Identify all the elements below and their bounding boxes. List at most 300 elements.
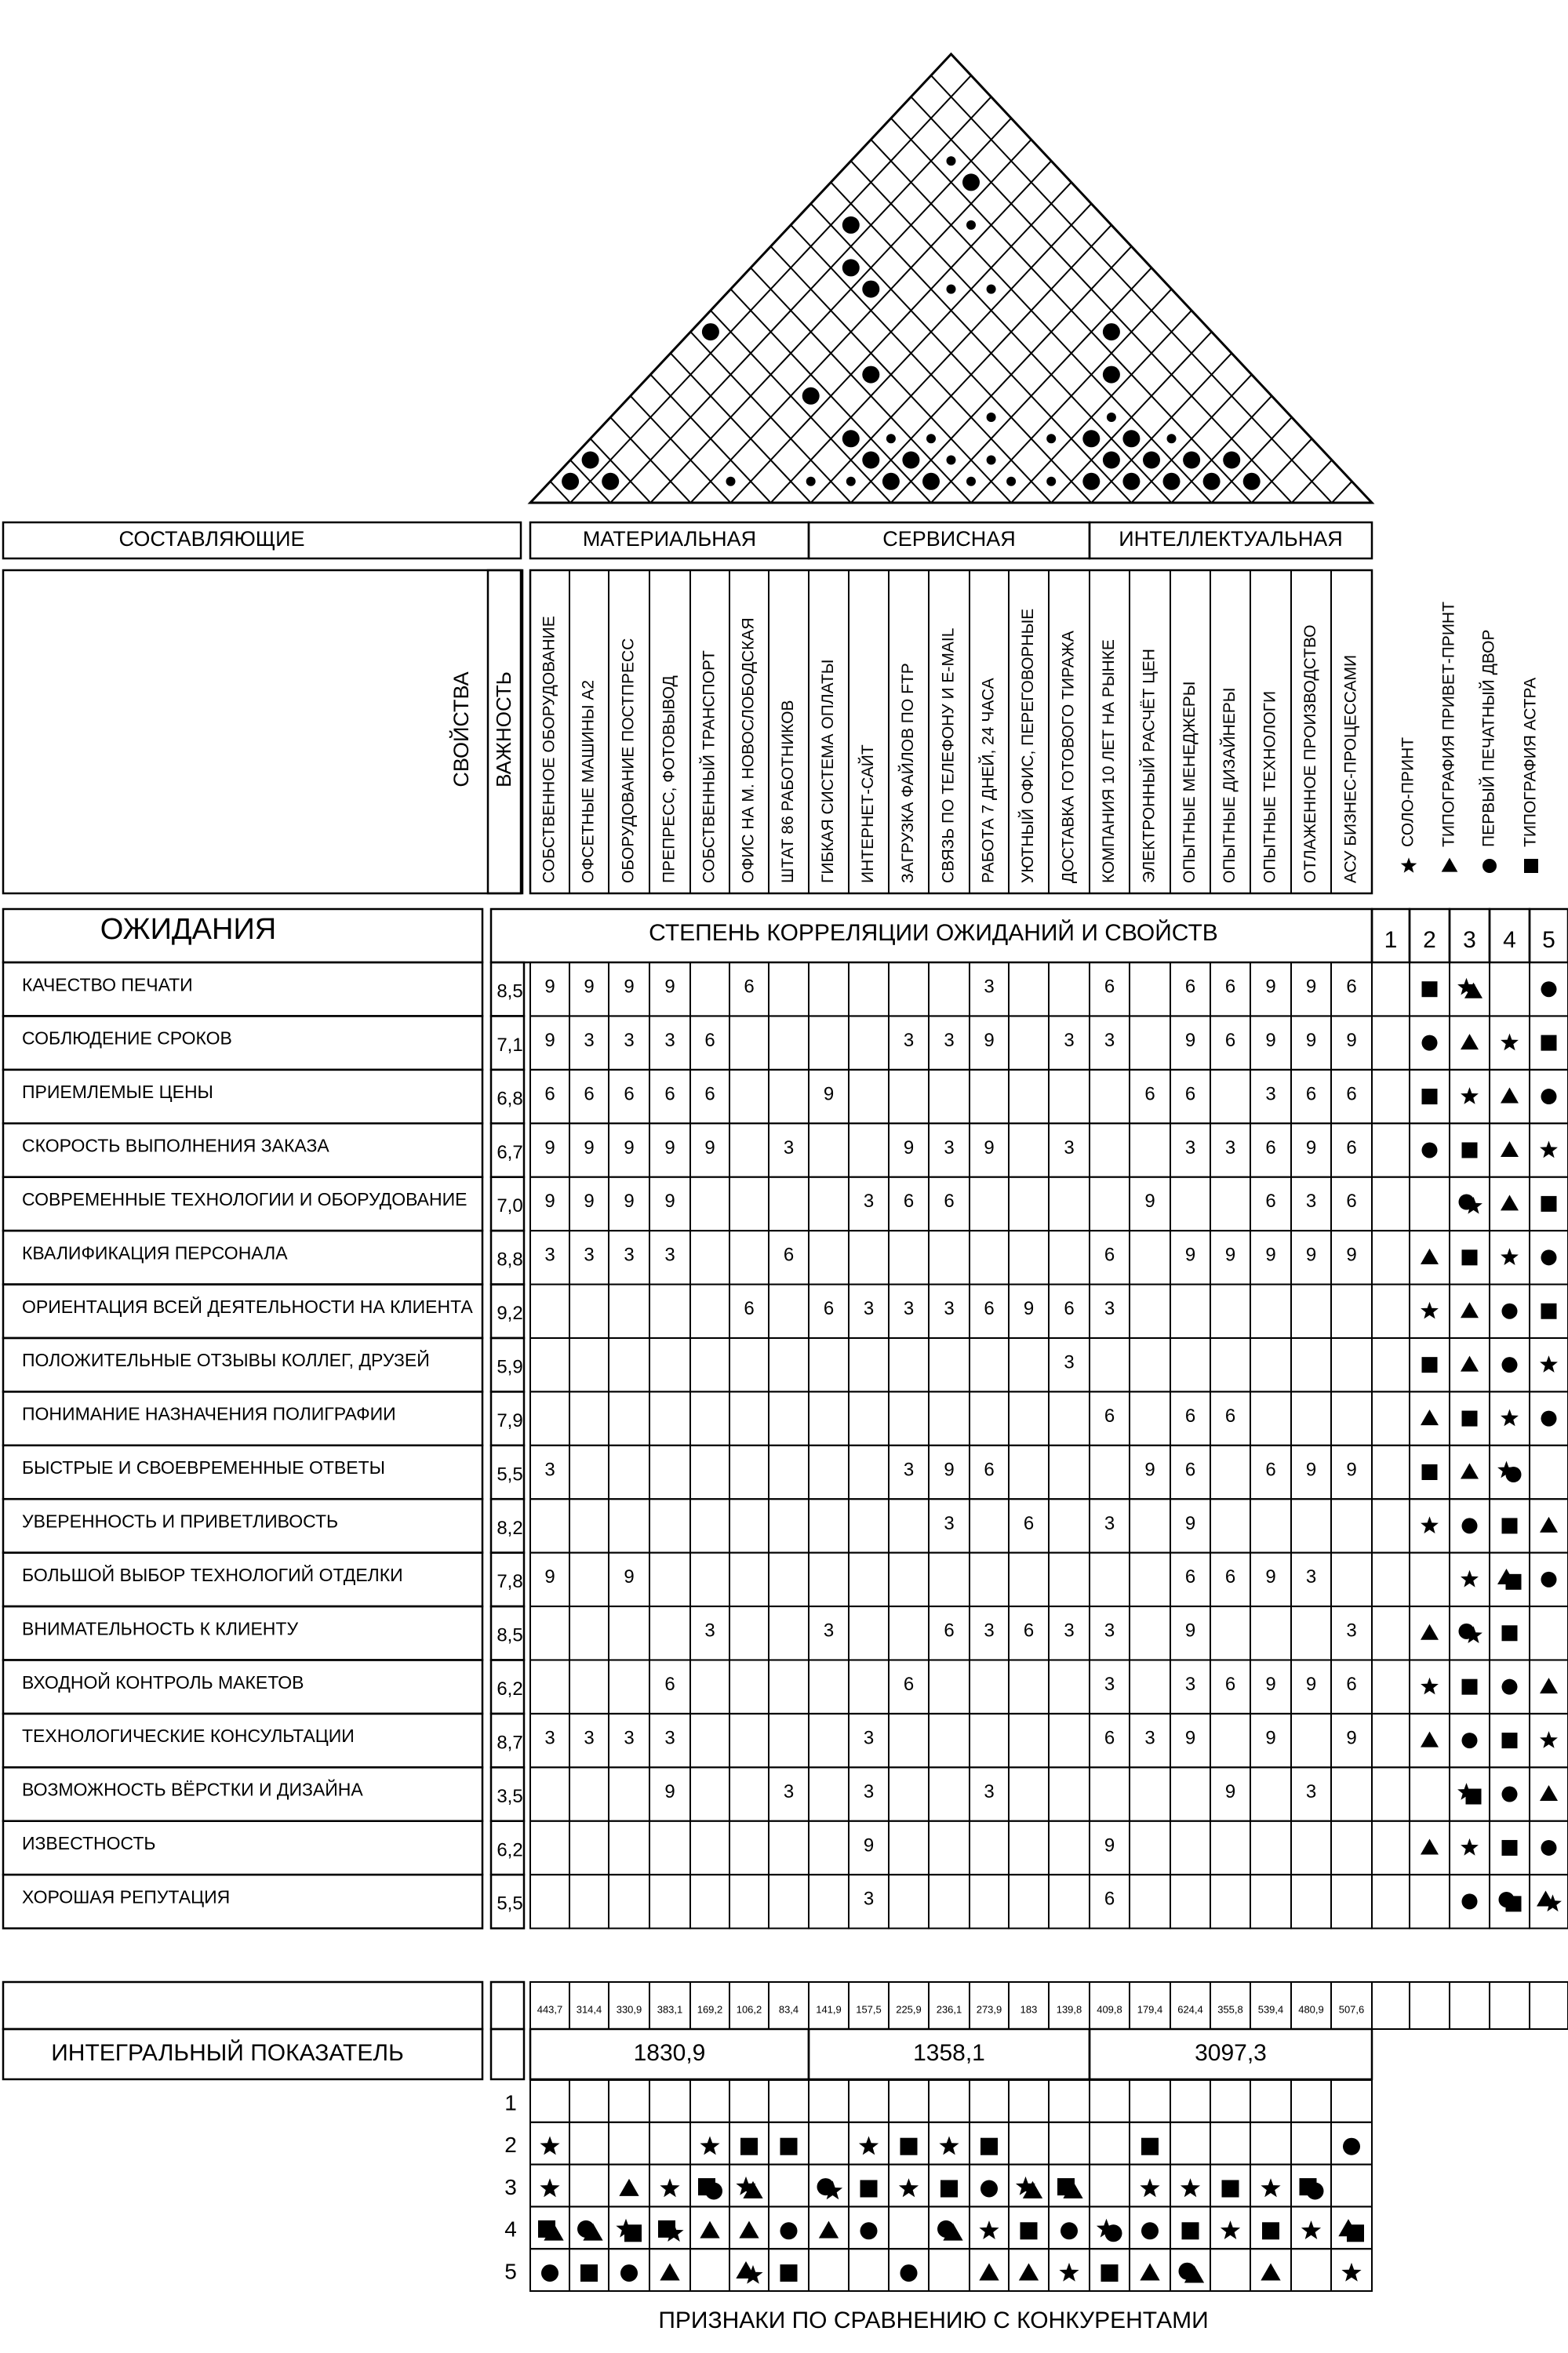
roof-correlation-dot (1103, 366, 1120, 384)
weight-value: 169,2 (697, 2003, 723, 2016)
roof-correlation-dot (862, 366, 879, 384)
correlation-cell (889, 1875, 929, 1928)
circle-comparison-icon (620, 2264, 638, 2282)
correlation-cell (769, 1714, 809, 1767)
property-label-16: ОПЫТНЫЕ МЕНЕДЖЕРЫ (1181, 681, 1199, 883)
comparison-cell (1009, 2122, 1049, 2165)
correlation-cell (729, 1767, 769, 1820)
correlation-value: 3 (584, 1727, 595, 1749)
roof-correlation-dot (602, 473, 619, 490)
correlation-cell (690, 1714, 729, 1767)
square-rating-icon (1462, 1411, 1478, 1427)
importance-value: 5,5 (497, 1893, 523, 1915)
correlation-value: 6 (823, 1298, 835, 1320)
correlation-cell (1331, 1338, 1372, 1391)
star-rating-icon (1540, 1355, 1558, 1373)
correlation-value: 6 (744, 1298, 755, 1320)
rating-cell (1372, 1821, 1410, 1875)
comparison-cell (1049, 2080, 1090, 2122)
rating-header-5: 5 (1542, 926, 1555, 953)
correlation-cell (609, 1660, 649, 1713)
correlation-cell (1331, 1767, 1372, 1820)
correlation-cell (649, 1338, 690, 1391)
property-label-3: ПРЕПРЕСС, ФОТОВЫВОД (660, 675, 678, 883)
correlation-cell (849, 1391, 889, 1445)
correlation-cell (1009, 1875, 1049, 1928)
correlation-cell (609, 1285, 649, 1338)
correlation-value: 3 (863, 1298, 875, 1320)
correlation-value: 9 (1184, 1029, 1196, 1051)
correlation-cell (1009, 1123, 1049, 1176)
expectation-label: БЫСТРЫЕ И СВОЕВРЕМЕННЫЕ ОТВЕТЫ (22, 1457, 385, 1478)
correlation-cell (1049, 1767, 1090, 1820)
roof-correlation-dot (1223, 452, 1240, 469)
correlation-value: 6 (944, 1620, 955, 1642)
rating-cell (1410, 1553, 1450, 1606)
weight-value: 409,8 (1097, 2003, 1122, 2016)
square-comparison-icon (860, 2180, 878, 2198)
correlation-value: 6 (1104, 1405, 1115, 1427)
roof-correlation-dot (1103, 452, 1120, 469)
roof-correlation-dot (1046, 434, 1056, 443)
correlation-value: 6 (704, 1083, 715, 1105)
circle-rating-icon (1502, 1304, 1518, 1319)
correlation-value: 9 (984, 1029, 995, 1051)
triangle-rating-icon (1421, 1249, 1439, 1264)
correlation-value: 6 (1104, 1244, 1115, 1266)
correlation-value: 6 (1104, 976, 1115, 998)
triangle-rating-icon (1421, 1838, 1439, 1854)
correlation-cell (1250, 1285, 1291, 1338)
weight-value: 236,1 (936, 2003, 962, 2016)
triangle-rating-icon (1461, 1464, 1479, 1479)
roof-grid-line (911, 96, 1291, 503)
correlation-cell (929, 1660, 970, 1713)
circle-comparison-icon (541, 2264, 558, 2282)
correlation-cell (1130, 1123, 1170, 1176)
correlation-cell (690, 1446, 729, 1499)
triangle-rating-icon (1461, 1302, 1479, 1318)
star-comparison-icon (700, 2137, 719, 2155)
square-comparison-icon (940, 2180, 958, 2198)
star-comparison-icon (979, 2220, 999, 2239)
roof-correlation-dot (882, 473, 900, 490)
property-label-13: ДОСТАВКА ГОТОВОГО ТИРАЖА (1059, 631, 1078, 883)
correlation-cell (1009, 1070, 1049, 1123)
comparison-rank-4: 4 (504, 2217, 517, 2242)
triangle-comparison-icon (1140, 2263, 1159, 2280)
correlation-value: 3 (1104, 1620, 1115, 1642)
expectation-label: ТЕХНОЛОГИЧЕСКИЕ КОНСУЛЬТАЦИИ (22, 1726, 355, 1747)
roof-correlation-dot (1243, 473, 1261, 490)
correlation-cell (849, 1338, 889, 1391)
square-rating-icon (1502, 1840, 1518, 1856)
correlation-value: 9 (1265, 976, 1276, 998)
correlation-cell (849, 1553, 889, 1606)
correlation-cell (970, 1821, 1009, 1875)
weights-rating-cell (1490, 1982, 1530, 2029)
square-rating-icon (1541, 1304, 1557, 1319)
correlation-cell (1130, 1767, 1170, 1820)
property-label-14: КОМПАНИЯ 10 ЛЕТ НА РЫНКЕ (1100, 639, 1119, 883)
correlation-cell (609, 1875, 649, 1928)
correlation-cell (690, 1660, 729, 1713)
correlation-cell (970, 1231, 1009, 1284)
correlation-cell (1210, 1821, 1250, 1875)
correlation-value: 9 (584, 976, 595, 998)
correlation-cell (929, 1231, 970, 1284)
weights-empty-cell (3, 1982, 482, 2029)
correlation-value: 3 (584, 1029, 595, 1051)
circle-rating-icon (1422, 1035, 1438, 1051)
property-label-8: ИНТЕРНЕТ-САЙТ (859, 744, 878, 883)
correlation-cell (729, 1177, 769, 1231)
correlation-cell (889, 1070, 929, 1123)
correlation-value: 6 (1144, 1083, 1155, 1105)
rating-cell (1372, 1070, 1410, 1123)
correlation-value: 6 (783, 1244, 795, 1266)
legend-label-0: СОЛО-ПРИНТ (1399, 736, 1417, 847)
correlation-value: 3 (1184, 1136, 1196, 1158)
rating-cell (1372, 1231, 1410, 1284)
correlation-cell (1170, 1285, 1210, 1338)
correlation-value: 9 (1184, 1512, 1196, 1534)
square-rating-icon (1506, 1574, 1522, 1590)
comparison-cell (690, 2249, 729, 2291)
square-comparison-icon (624, 2224, 642, 2242)
correlation-cell (1130, 962, 1170, 1016)
correlation-value: 6 (1184, 976, 1196, 998)
correlation-cell (849, 962, 889, 1016)
star-comparison-icon (1059, 2263, 1079, 2282)
correlation-cell (889, 1767, 929, 1820)
triangle-rating-icon (1461, 1034, 1479, 1049)
weight-value: 624,4 (1177, 2003, 1203, 2016)
roof-correlation-dot (922, 473, 940, 490)
weight-value: 183 (1020, 2003, 1038, 2016)
comparison-cell (569, 2122, 609, 2165)
weight-value: 83,4 (778, 2003, 799, 2016)
properties-empty-box (3, 570, 521, 893)
rating-cell (1372, 1660, 1410, 1713)
correlation-cell (690, 1499, 729, 1552)
comparison-cell (1291, 2122, 1331, 2165)
components-label: СОСТАВЛЯЮЩИЕ (118, 527, 305, 551)
correlation-cell (809, 1391, 849, 1445)
star-rating-icon (1540, 1141, 1558, 1158)
correlation-cell (1130, 1875, 1170, 1928)
correlation-value: 9 (544, 1191, 555, 1213)
importance-value: 7,9 (497, 1409, 523, 1431)
correlation-cell (1049, 1553, 1090, 1606)
roof-correlation-dot (846, 477, 856, 486)
correlation-cell (929, 1714, 970, 1767)
correlation-value: 9 (1023, 1298, 1035, 1320)
rating-cell (1372, 1338, 1410, 1391)
correlation-value: 9 (1184, 1727, 1196, 1749)
correlation-value: 3 (624, 1029, 635, 1051)
square-comparison-icon (980, 2138, 998, 2155)
correlation-cell (1009, 1660, 1049, 1713)
correlation-value: 9 (544, 1029, 555, 1051)
correlation-cell (929, 962, 970, 1016)
correlation-value: 9 (544, 1136, 555, 1158)
triangle-comparison-icon (660, 2263, 679, 2280)
circle-rating-icon (1541, 1089, 1557, 1104)
correlation-cell (809, 1660, 849, 1713)
correlation-cell (970, 1553, 1009, 1606)
correlation-value: 3 (944, 1029, 955, 1051)
correlation-cell (849, 1123, 889, 1176)
weight-value: 480,9 (1298, 2003, 1324, 2016)
correlation-cell (1291, 1821, 1331, 1875)
rating-cell (1530, 1606, 1568, 1660)
roof-correlation-dot (947, 156, 956, 165)
square-rating-icon (1462, 1249, 1478, 1265)
correlation-cell (1049, 1231, 1090, 1284)
correlation-cell (1090, 1767, 1130, 1820)
correlation-cell (1090, 1553, 1130, 1606)
comparison-cell (809, 2249, 849, 2291)
comparison-cell (1291, 2249, 1331, 2291)
correlation-cell (1130, 1821, 1170, 1875)
roof-grid-line (791, 225, 1051, 503)
roof-correlation-dot (886, 434, 896, 443)
square-comparison-icon (780, 2138, 798, 2155)
triangle-rating-icon (1540, 1517, 1558, 1533)
rating-header-4: 4 (1503, 926, 1516, 953)
correlation-value: 9 (1305, 976, 1317, 998)
correlation-cell (1009, 1714, 1049, 1767)
rating-cell (1372, 962, 1410, 1016)
correlation-value: 9 (1346, 1459, 1357, 1481)
correlation-cell (970, 1875, 1009, 1928)
square-rating-icon (1502, 1518, 1518, 1533)
comparison-cell (569, 2165, 609, 2207)
correlation-cell (809, 1123, 849, 1176)
correlation-cell (849, 1660, 889, 1713)
correlation-cell (530, 1660, 569, 1713)
correlation-cell (1291, 1285, 1331, 1338)
legend-label-2: ПЕРВЫЙ ПЕЧАТНЫЙ ДВОР (1479, 629, 1498, 847)
correlation-value: 9 (1184, 1244, 1196, 1266)
weight-value: 330,9 (616, 2003, 642, 2016)
comparison-cell (889, 2206, 929, 2249)
square-rating-icon (1502, 1625, 1518, 1641)
weight-value: 179,4 (1137, 2003, 1163, 2016)
correlation-cell (729, 1499, 769, 1552)
square-rating-icon (1502, 1733, 1518, 1748)
correlation-value: 6 (984, 1298, 995, 1320)
correlation-cell (1291, 1714, 1331, 1767)
correlation-value: 6 (1224, 1029, 1236, 1051)
square-comparison-icon (1262, 2222, 1279, 2239)
correlation-cell (1210, 1070, 1250, 1123)
comparison-cell (609, 2122, 649, 2165)
comparison-cell (609, 2080, 649, 2122)
correlation-cell (609, 1767, 649, 1820)
rating-cell (1372, 1391, 1410, 1445)
comparison-cell (649, 2122, 690, 2165)
comparison-cell (1331, 2165, 1372, 2207)
roof-correlation-dot (842, 216, 860, 234)
correlation-value: 6 (1184, 1405, 1196, 1427)
square-rating-icon (1422, 1357, 1438, 1373)
weight-value: 139,8 (1056, 2003, 1082, 2016)
triangle-rating-icon (1501, 1141, 1519, 1157)
star-rating-icon (1421, 1678, 1439, 1695)
comparison-cell (1250, 2122, 1291, 2165)
correlation-cell (1090, 1070, 1130, 1123)
group-label-1: СЕРВИСНАЯ (882, 527, 1016, 551)
rating-cell (1372, 1875, 1410, 1928)
rating-cell (1372, 1606, 1410, 1660)
correlation-cell (1210, 1177, 1250, 1231)
comparison-rank-5: 5 (504, 2259, 517, 2284)
correlation-value: 3 (1224, 1136, 1236, 1158)
weights-rating-cell (1372, 1982, 1410, 2029)
correlation-cell (1250, 1499, 1291, 1552)
weight-value: 507,6 (1338, 2003, 1365, 2016)
roof-grid-line (1332, 482, 1352, 503)
roof-correlation-dot (987, 456, 996, 465)
square-comparison-icon (580, 2264, 598, 2282)
correlation-cell (729, 1714, 769, 1767)
correlation-cell (609, 1391, 649, 1445)
roof-correlation-dot (926, 434, 936, 443)
correlation-cell (769, 1177, 809, 1231)
roof-grid-line (851, 225, 1111, 503)
correlation-cell (1130, 1016, 1170, 1069)
rating-cell (1372, 1553, 1410, 1606)
triangle-rating-icon (1461, 1356, 1479, 1372)
property-label-7: ГИБКАЯ СИСТЕМА ОПЛАТЫ (819, 659, 838, 883)
property-label-10: СВЯЗЬ ПО ТЕЛЕФОНУ И E-MAIL (939, 627, 958, 883)
square-rating-icon (1422, 981, 1438, 997)
correlation-value: 3 (664, 1244, 675, 1266)
correlation-value: 6 (1346, 1191, 1357, 1213)
legend-circle-icon (1483, 859, 1497, 873)
correlation-cell (569, 1446, 609, 1499)
correlation-cell (1331, 1391, 1372, 1445)
correlation-value: 9 (584, 1191, 595, 1213)
comparison-cell (649, 2080, 690, 2122)
correlation-cell (1049, 1499, 1090, 1552)
comparison-cell (729, 2080, 769, 2122)
roof-correlation-dot (947, 285, 956, 294)
property-label-19: ОТЛАЖЕННОЕ ПРОИЗВОДСТВО (1301, 624, 1320, 883)
correlation-header-label: СТЕПЕНЬ КОРРЕЛЯЦИИ ОЖИДАНИЙ И СВОЙСТВ (649, 919, 1218, 946)
integral-total-2: 3097,3 (1195, 2039, 1267, 2066)
correlation-cell (1331, 1285, 1372, 1338)
correlation-cell (970, 1660, 1009, 1713)
correlation-cell (929, 1821, 970, 1875)
star-rating-icon (1501, 1034, 1519, 1051)
correlation-cell (809, 962, 849, 1016)
correlation-cell (649, 1499, 690, 1552)
group-label-2: ИНТЕЛЛЕКТУАЛЬНАЯ (1119, 527, 1343, 551)
comparison-cell (889, 2080, 929, 2122)
triangle-rating-icon (1421, 1624, 1439, 1640)
square-comparison-icon (1141, 2138, 1159, 2155)
weight-value: 539,4 (1257, 2003, 1284, 2016)
circle-rating-icon (1502, 1357, 1518, 1373)
expectations-label: ОЖИДАНИЯ (100, 913, 277, 947)
correlation-value: 6 (1104, 1888, 1115, 1910)
correlation-cell (769, 1016, 809, 1069)
correlation-cell (569, 1875, 609, 1928)
roof-correlation-dot (1046, 477, 1056, 486)
correlation-cell (1049, 1070, 1090, 1123)
correlation-cell (1291, 1338, 1331, 1391)
correlation-value: 9 (1265, 1674, 1276, 1696)
roof-correlation-dot (562, 473, 579, 490)
correlation-cell (1049, 1714, 1090, 1767)
correlation-cell (809, 1821, 849, 1875)
correlation-cell (1049, 1177, 1090, 1231)
correlation-cell (849, 1446, 889, 1499)
circle-comparison-icon (900, 2264, 918, 2282)
legend-star-icon (1401, 857, 1417, 873)
roof-outline (530, 54, 1372, 503)
correlation-cell (729, 1446, 769, 1499)
correlation-value: 3 (1104, 1298, 1115, 1320)
comparison-cell (1250, 2080, 1291, 2122)
correlation-value: 3 (944, 1136, 955, 1158)
correlation-cell (1210, 1499, 1250, 1552)
correlation-cell (609, 1338, 649, 1391)
correlation-value: 9 (1346, 1727, 1357, 1749)
expectation-label: СОБЛЮДЕНИЕ СРОКОВ (22, 1027, 232, 1049)
correlation-cell (690, 1338, 729, 1391)
weight-value: 273,9 (976, 2003, 1002, 2016)
correlation-cell (809, 1177, 849, 1231)
comparison-cell (1170, 2080, 1210, 2122)
roof-correlation-dot (1107, 413, 1116, 422)
correlation-cell (649, 1553, 690, 1606)
importance-value: 3,5 (497, 1785, 523, 1807)
triangle-rating-icon (1540, 1785, 1558, 1801)
circle-rating-icon (1541, 1249, 1557, 1265)
correlation-value: 6 (664, 1083, 675, 1105)
circle-comparison-icon (780, 2222, 798, 2239)
correlation-value: 6 (624, 1083, 635, 1105)
square-rating-icon (1466, 1789, 1482, 1805)
correlation-value: 6 (1346, 1136, 1357, 1158)
correlation-value: 9 (624, 1191, 635, 1213)
roof-correlation-dot (582, 452, 599, 469)
correlation-value: 6 (704, 1029, 715, 1051)
circle-rating-icon (1541, 1840, 1557, 1856)
correlation-cell (729, 1821, 769, 1875)
correlation-cell (1170, 1875, 1210, 1928)
correlation-cell (1170, 1767, 1210, 1820)
weight-value: 157,5 (856, 2003, 882, 2016)
comparison-cell (970, 2080, 1009, 2122)
rating-cell (1372, 1499, 1410, 1552)
correlation-cell (649, 1285, 690, 1338)
correlation-value: 3 (1104, 1674, 1115, 1696)
correlation-value: 6 (903, 1191, 915, 1213)
correlation-cell (929, 1070, 970, 1123)
correlation-cell (809, 1553, 849, 1606)
importance-value: 8,8 (497, 1249, 523, 1271)
roof-correlation-dot (702, 323, 719, 340)
correlation-cell (729, 1123, 769, 1176)
roof-grid-line (931, 267, 1151, 503)
correlation-cell (690, 1391, 729, 1445)
roof-correlation-dot (1183, 452, 1200, 469)
